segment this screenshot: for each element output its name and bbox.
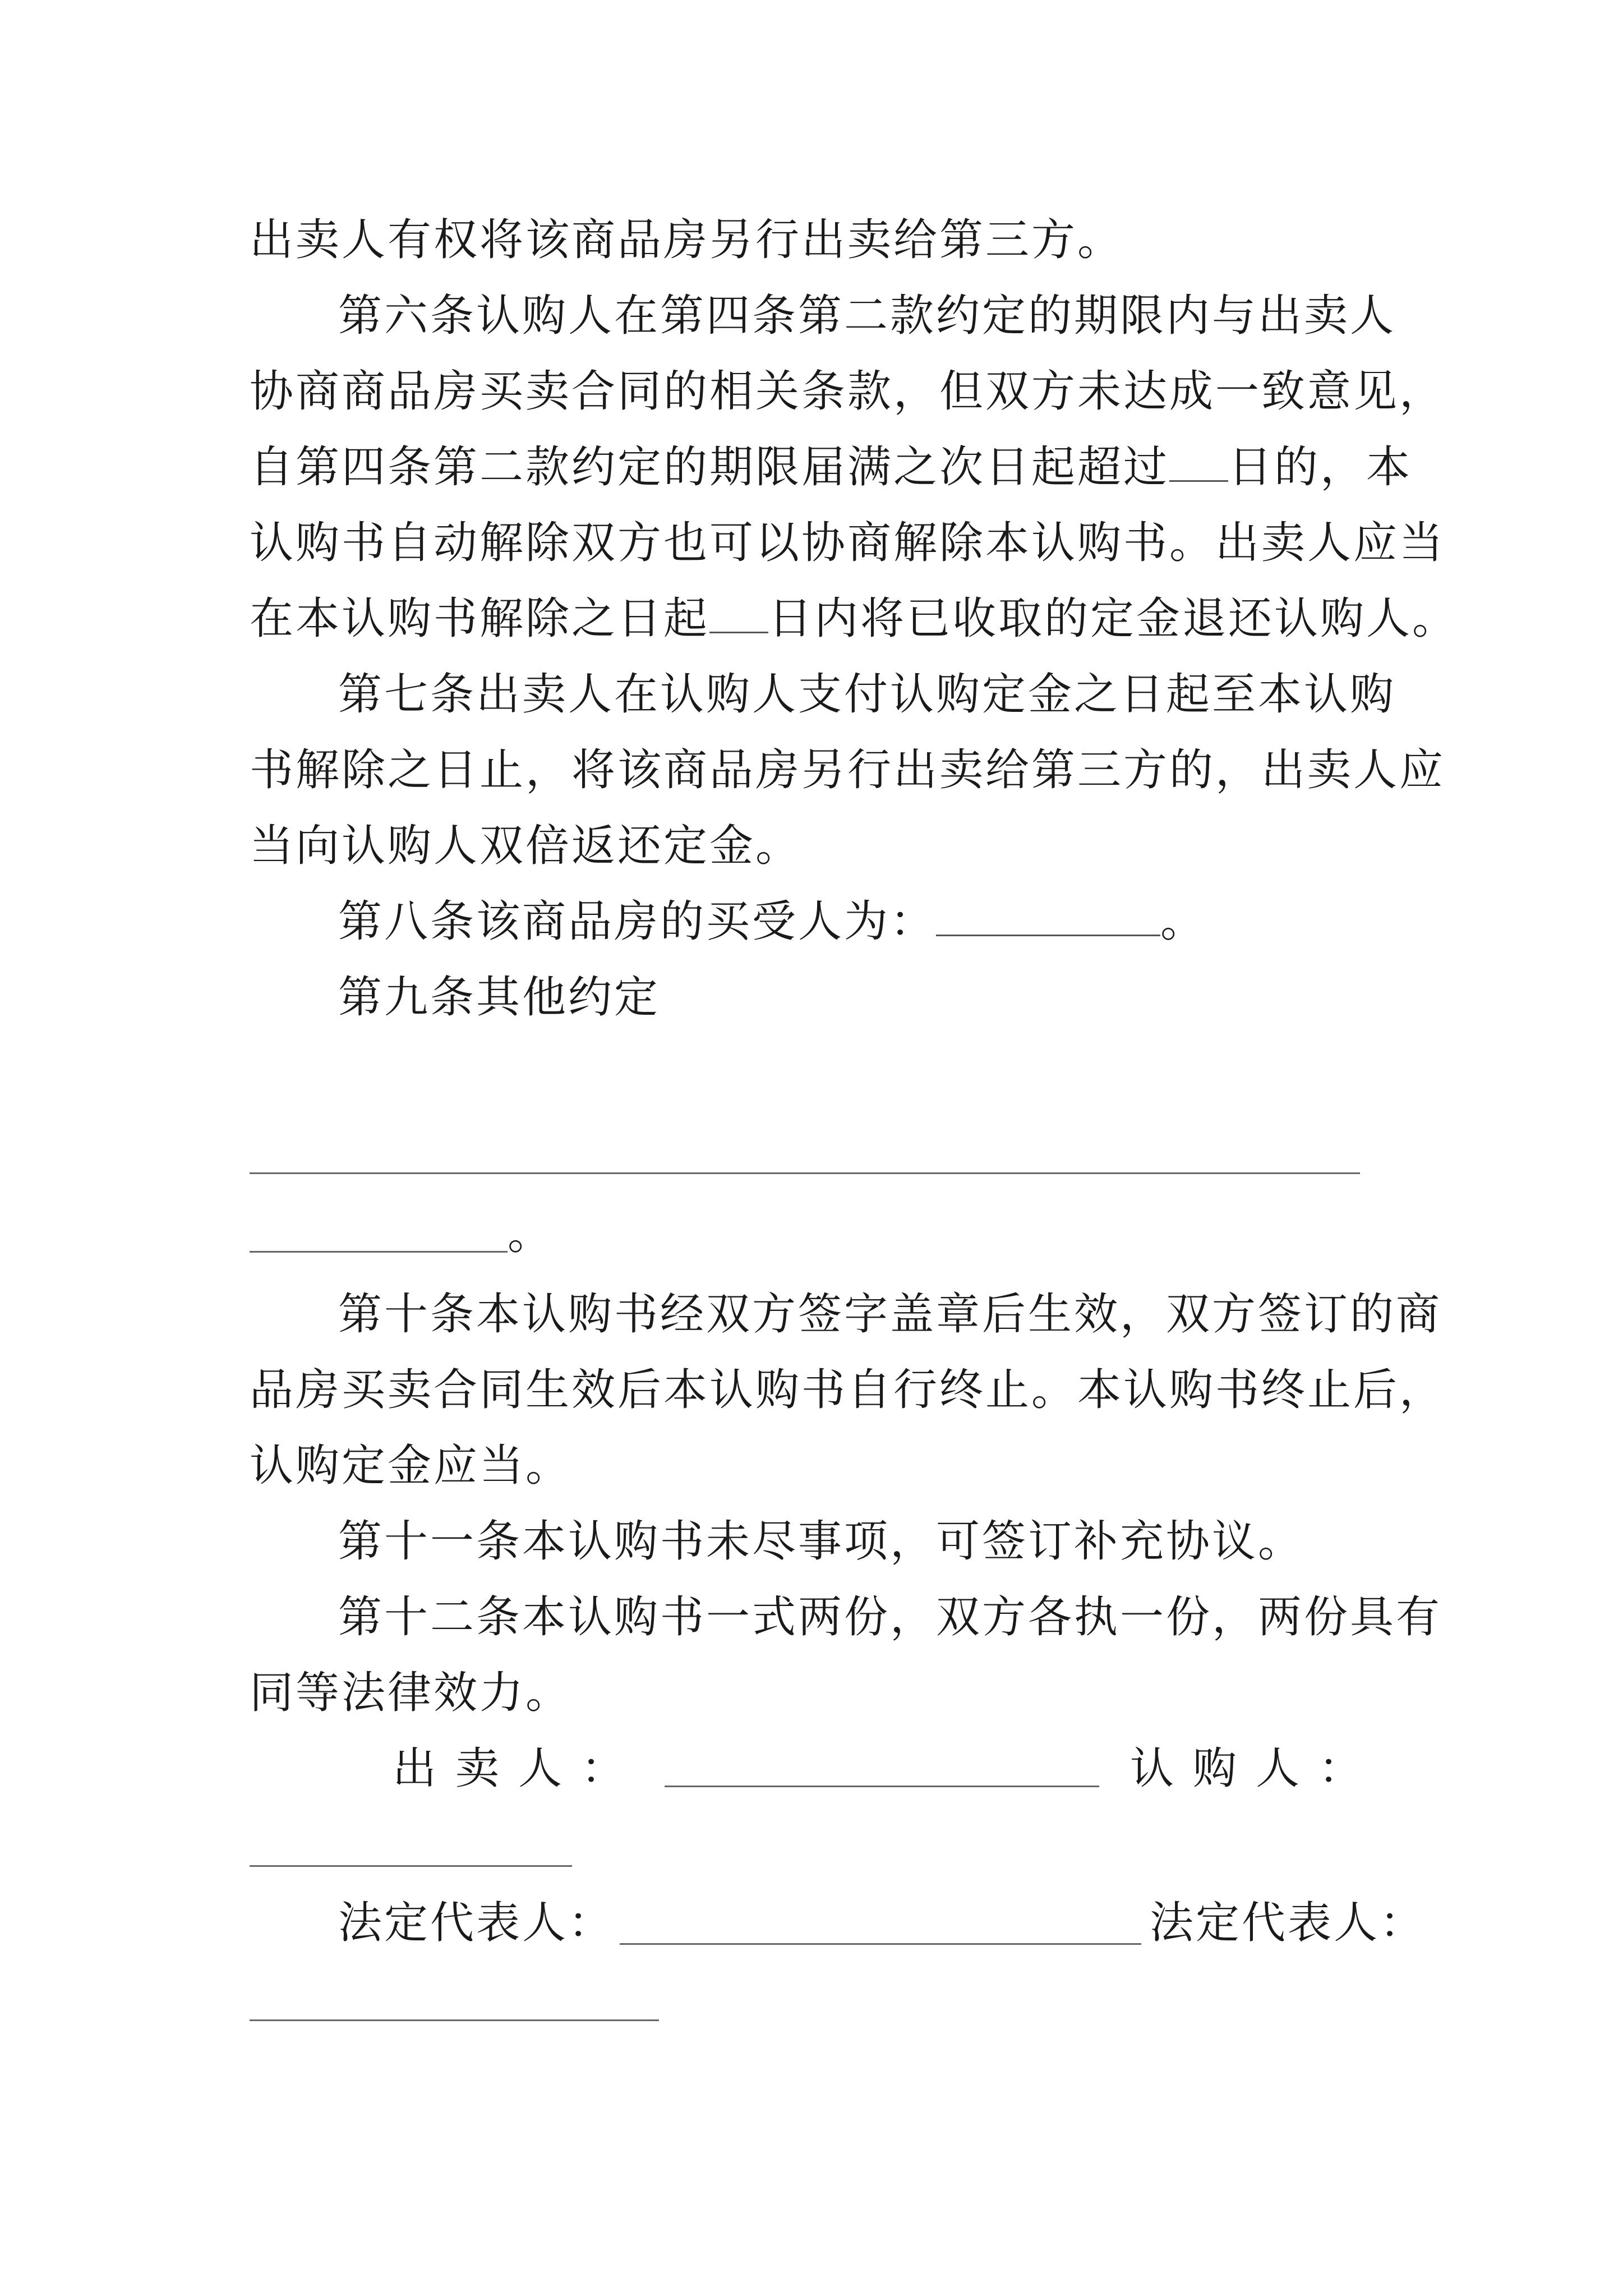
paragraph-line [250,742,1445,798]
text-line: 认购人： [1130,1743,1382,1794]
refund-days-blank [709,592,768,633]
paragraph-line [250,1438,571,1494]
text-line: 法定代表人： [1150,1898,1426,1948]
seller-signature-blank [665,1786,1099,1787]
article-6-heading [338,288,1396,344]
other-terms-blank-end [250,1251,508,1253]
other-terms-blank [250,1172,1360,1174]
text-line: 第十条本认购书经双方签字盖章后生效，双方签订的商 [338,1289,1442,1340]
text-line: 品房买卖合同生效后本认购书自行终止。本认购书终止后， [250,1365,1446,1415]
article-11 [338,1513,1304,1570]
paragraph-line [250,818,801,874]
text-line: 第七条出卖人在认购人支付认购定金之日起至本认购 [338,669,1396,720]
buyer-name-blank [936,895,1160,936]
paragraph-line [250,1665,571,1721]
text-line: 自第四条第二款约定的期限届满之次日起超过 [250,442,1170,493]
article-8 [338,894,1206,950]
seller-signature-label [393,1741,644,1797]
paragraph-line [250,364,1445,420]
buyer-rep-blank [250,2019,659,2021]
buyer-signature-label [1130,1741,1381,1797]
text-line: 同等法律效力。 [250,1668,572,1718]
text-line: 。 [1160,896,1207,947]
article-10-heading [338,1286,1442,1342]
text-line: 当向认购人双倍返还定金。 [250,821,802,871]
text-line: 第八条该商品房的买受人为： [338,896,937,947]
text-line: 协商商品房买卖合同的相关条款，但双方未达成一致意见， [250,366,1446,417]
seller-rep-blank [620,1943,1141,1945]
seller-rep-label [338,1895,614,1951]
text-line: 书解除之日止，将该商品房另行出卖给第三方的，出卖人应 [250,745,1446,795]
paragraph-line [250,515,1445,571]
text-line: 第十一条本认购书未尽事项，可签订补充协议。 [338,1516,1304,1567]
buyer-rep-label [1150,1895,1426,1951]
article-7-heading [338,666,1396,723]
text-line: 出卖人有权将该商品房另行出卖给第三方。 [250,215,1124,265]
article-9 [338,969,660,1025]
paragraph-line [250,591,1458,647]
paragraph-line [250,212,1123,268]
text-line: 第十二条本认购书一式两份，双方各执一份，两份具有 [338,1592,1442,1642]
text-line: 出卖人： [393,1743,644,1794]
text-line: 。 [508,1209,554,1259]
days-blank [1169,441,1228,482]
paragraph-line [508,1206,554,1262]
text-line: 认购书自动解除双方也可以协商解除本认购书。出卖人应当 [250,518,1446,568]
paragraph-line [250,439,1412,495]
text-line: 日内将已收取的定金退还认购人。 [768,593,1459,644]
text-line: 在本认购书解除之日起 [250,593,710,644]
text-line: 第六条认购人在第四条第二款约定的期限内与出卖人 [338,291,1396,341]
article-12-heading [338,1589,1442,1645]
text-line: 第九条其他约定 [338,972,661,1023]
buyer-signature-blank [250,1865,572,1867]
text-line: 日的，本 [1228,442,1413,493]
text-line: 认购定金应当。 [250,1441,572,1491]
text-line: 法定代表人： [338,1898,615,1948]
paragraph-line [250,1362,1445,1418]
